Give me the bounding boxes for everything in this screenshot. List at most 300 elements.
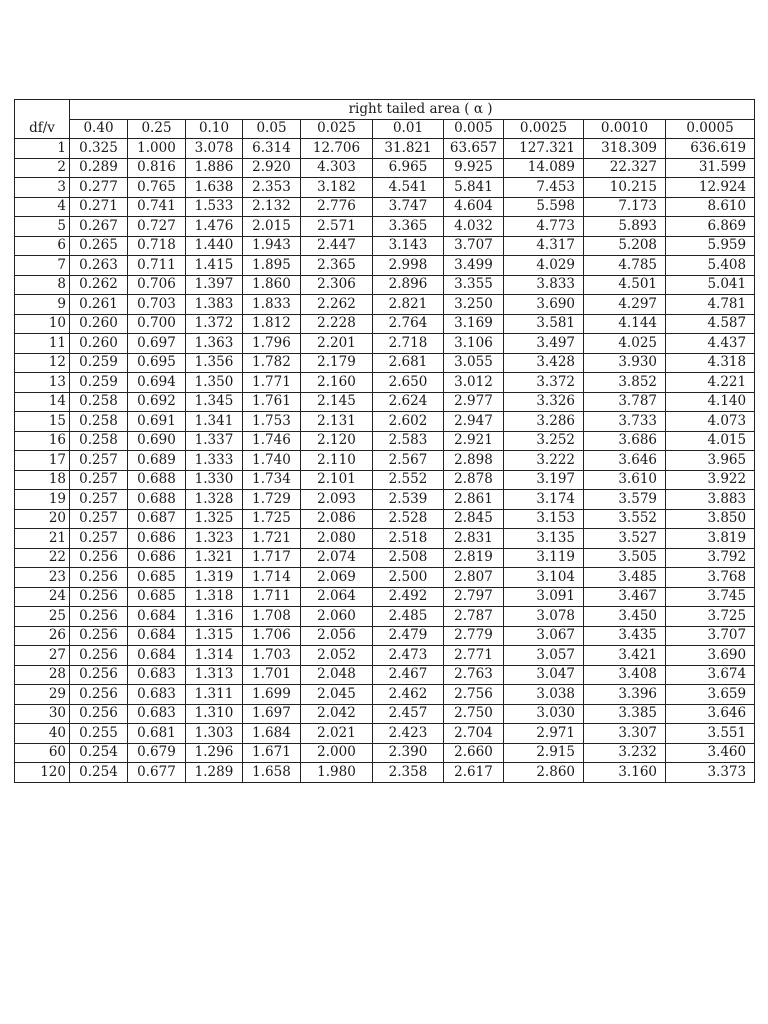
value-cell: 10.215 <box>584 178 666 198</box>
df-cell: 60 <box>15 743 70 763</box>
df-header: df/v <box>15 119 70 139</box>
value-cell: 3.707 <box>444 236 504 256</box>
value-cell: 4.303 <box>301 158 373 178</box>
table-row <box>15 685 755 705</box>
value-cell: 1.350 <box>186 373 243 393</box>
value-cell: 0.683 <box>128 704 186 724</box>
value-cell: 0.694 <box>128 373 186 393</box>
df-cell: 7 <box>15 256 70 276</box>
value-cell: 0.816 <box>128 158 186 178</box>
column-header-row <box>15 119 755 139</box>
value-cell: 3.385 <box>584 704 666 724</box>
value-cell: 0.685 <box>128 568 186 588</box>
corner-cell <box>15 100 70 120</box>
value-cell: 1.697 <box>243 704 301 724</box>
value-cell: 0.695 <box>128 353 186 373</box>
value-cell: 2.821 <box>373 295 444 315</box>
value-cell: 2.779 <box>444 626 504 646</box>
value-cell: 3.819 <box>666 529 755 549</box>
value-cell: 2.831 <box>444 529 504 549</box>
value-cell: 0.256 <box>70 646 128 666</box>
value-cell: 0.254 <box>70 743 128 763</box>
value-cell: 1.383 <box>186 295 243 315</box>
value-cell: 2.045 <box>301 685 373 705</box>
value-cell: 3.182 <box>301 178 373 198</box>
value-cell: 1.671 <box>243 743 301 763</box>
value-cell: 2.977 <box>444 392 504 412</box>
value-cell: 0.325 <box>70 139 128 159</box>
table-row <box>15 607 755 627</box>
table-row <box>15 295 755 315</box>
value-cell: 4.025 <box>584 334 666 354</box>
value-cell: 3.747 <box>373 197 444 217</box>
value-cell: 3.579 <box>584 490 666 510</box>
value-cell: 4.144 <box>584 314 666 334</box>
column-header: 0.0025 <box>504 119 584 139</box>
value-cell: 0.684 <box>128 626 186 646</box>
value-cell: 3.174 <box>504 490 584 510</box>
value-cell: 2.262 <box>301 295 373 315</box>
value-cell: 6.314 <box>243 139 301 159</box>
value-cell: 2.080 <box>301 529 373 549</box>
value-cell: 3.552 <box>584 509 666 529</box>
value-cell: 0.267 <box>70 217 128 237</box>
value-cell: 3.768 <box>666 568 755 588</box>
table-row <box>15 763 755 783</box>
value-cell: 2.845 <box>444 509 504 529</box>
value-cell: 0.686 <box>128 529 186 549</box>
column-header: 0.005 <box>444 119 504 139</box>
value-cell: 3.659 <box>666 685 755 705</box>
table-row <box>15 353 755 373</box>
value-cell: 0.265 <box>70 236 128 256</box>
value-cell: 4.541 <box>373 178 444 198</box>
value-cell: 12.706 <box>301 139 373 159</box>
df-cell: 13 <box>15 373 70 393</box>
value-cell: 3.787 <box>584 392 666 412</box>
value-cell: 0.685 <box>128 587 186 607</box>
value-cell: 2.947 <box>444 412 504 432</box>
value-cell: 0.687 <box>128 509 186 529</box>
value-cell: 2.000 <box>301 743 373 763</box>
df-cell: 120 <box>15 763 70 783</box>
value-cell: 3.012 <box>444 373 504 393</box>
value-cell: 2.898 <box>444 451 504 471</box>
value-cell: 4.015 <box>666 431 755 451</box>
value-cell: 2.819 <box>444 548 504 568</box>
value-cell: 3.252 <box>504 431 584 451</box>
df-cell: 12 <box>15 353 70 373</box>
value-cell: 0.256 <box>70 685 128 705</box>
value-cell: 2.915 <box>504 743 584 763</box>
value-cell: 1.319 <box>186 568 243 588</box>
value-cell: 2.306 <box>301 275 373 295</box>
value-cell: 1.440 <box>186 236 243 256</box>
value-cell: 3.169 <box>444 314 504 334</box>
value-cell: 3.852 <box>584 373 666 393</box>
value-cell: 2.776 <box>301 197 373 217</box>
value-cell: 2.353 <box>243 178 301 198</box>
df-cell: 40 <box>15 724 70 744</box>
value-cell: 3.922 <box>666 470 755 490</box>
value-cell: 3.135 <box>504 529 584 549</box>
value-cell: 0.257 <box>70 470 128 490</box>
value-cell: 2.602 <box>373 412 444 432</box>
df-cell: 15 <box>15 412 70 432</box>
table-row <box>15 665 755 685</box>
value-cell: 2.797 <box>444 587 504 607</box>
value-cell: 1.943 <box>243 236 301 256</box>
value-cell: 2.492 <box>373 587 444 607</box>
value-cell: 1.860 <box>243 275 301 295</box>
value-cell: 0.681 <box>128 724 186 744</box>
value-cell: 2.365 <box>301 256 373 276</box>
df-cell: 1 <box>15 139 70 159</box>
value-cell: 9.925 <box>444 158 504 178</box>
value-cell: 1.303 <box>186 724 243 744</box>
table-row <box>15 334 755 354</box>
table-row <box>15 392 755 412</box>
value-cell: 3.160 <box>584 763 666 783</box>
value-cell: 1.895 <box>243 256 301 276</box>
value-cell: 1.703 <box>243 646 301 666</box>
value-cell: 0.689 <box>128 451 186 471</box>
df-cell: 22 <box>15 548 70 568</box>
value-cell: 3.505 <box>584 548 666 568</box>
value-cell: 1.000 <box>128 139 186 159</box>
value-cell: 1.533 <box>186 197 243 217</box>
value-cell: 0.679 <box>128 743 186 763</box>
value-cell: 2.921 <box>444 431 504 451</box>
value-cell: 2.423 <box>373 724 444 744</box>
value-cell: 4.773 <box>504 217 584 237</box>
value-cell: 2.052 <box>301 646 373 666</box>
value-cell: 5.841 <box>444 178 504 198</box>
value-cell: 2.467 <box>373 665 444 685</box>
table-row <box>15 158 755 178</box>
value-cell: 2.650 <box>373 373 444 393</box>
value-cell: 7.173 <box>584 197 666 217</box>
value-cell: 3.030 <box>504 704 584 724</box>
value-cell: 6.965 <box>373 158 444 178</box>
value-cell: 31.599 <box>666 158 755 178</box>
value-cell: 4.297 <box>584 295 666 315</box>
df-cell: 19 <box>15 490 70 510</box>
value-cell: 3.690 <box>666 646 755 666</box>
value-cell: 2.878 <box>444 470 504 490</box>
df-cell: 10 <box>15 314 70 334</box>
column-header: 0.40 <box>70 119 128 139</box>
value-cell: 1.725 <box>243 509 301 529</box>
value-cell: 1.372 <box>186 314 243 334</box>
value-cell: 3.055 <box>444 353 504 373</box>
df-cell: 14 <box>15 392 70 412</box>
value-cell: 2.971 <box>504 724 584 744</box>
value-cell: 3.499 <box>444 256 504 276</box>
value-cell: 4.781 <box>666 295 755 315</box>
value-cell: 2.539 <box>373 490 444 510</box>
value-cell: 2.528 <box>373 509 444 529</box>
table-body <box>15 139 755 783</box>
value-cell: 2.120 <box>301 431 373 451</box>
value-cell: 4.032 <box>444 217 504 237</box>
value-cell: 3.485 <box>584 568 666 588</box>
value-cell: 1.699 <box>243 685 301 705</box>
value-cell: 0.257 <box>70 451 128 471</box>
value-cell: 0.256 <box>70 568 128 588</box>
value-cell: 0.261 <box>70 295 128 315</box>
df-cell: 11 <box>15 334 70 354</box>
value-cell: 3.143 <box>373 236 444 256</box>
value-cell: 5.893 <box>584 217 666 237</box>
value-cell: 1.796 <box>243 334 301 354</box>
value-cell: 2.508 <box>373 548 444 568</box>
value-cell: 3.883 <box>666 490 755 510</box>
df-cell: 2 <box>15 158 70 178</box>
value-cell: 3.690 <box>504 295 584 315</box>
value-cell: 1.316 <box>186 607 243 627</box>
value-cell: 0.688 <box>128 490 186 510</box>
value-cell: 0.741 <box>128 197 186 217</box>
df-cell: 3 <box>15 178 70 198</box>
value-cell: 2.567 <box>373 451 444 471</box>
value-cell: 0.259 <box>70 353 128 373</box>
column-header: 0.0005 <box>666 119 755 139</box>
value-cell: 22.327 <box>584 158 666 178</box>
value-cell: 4.318 <box>666 353 755 373</box>
value-cell: 1.708 <box>243 607 301 627</box>
table-row <box>15 587 755 607</box>
value-cell: 3.222 <box>504 451 584 471</box>
value-cell: 0.256 <box>70 626 128 646</box>
value-cell: 0.256 <box>70 587 128 607</box>
table-row <box>15 470 755 490</box>
table-row <box>15 548 755 568</box>
value-cell: 4.437 <box>666 334 755 354</box>
value-cell: 3.408 <box>584 665 666 685</box>
value-cell: 3.850 <box>666 509 755 529</box>
value-cell: 0.289 <box>70 158 128 178</box>
df-cell: 25 <box>15 607 70 627</box>
value-cell: 0.256 <box>70 548 128 568</box>
value-cell: 3.372 <box>504 373 584 393</box>
value-cell: 2.617 <box>444 763 504 783</box>
df-cell: 24 <box>15 587 70 607</box>
value-cell: 4.501 <box>584 275 666 295</box>
value-cell: 127.321 <box>504 139 584 159</box>
value-cell: 318.309 <box>584 139 666 159</box>
value-cell: 3.428 <box>504 353 584 373</box>
value-cell: 2.160 <box>301 373 373 393</box>
value-cell: 3.153 <box>504 509 584 529</box>
value-cell: 2.787 <box>444 607 504 627</box>
value-cell: 31.821 <box>373 139 444 159</box>
value-cell: 0.692 <box>128 392 186 412</box>
value-cell: 0.697 <box>128 334 186 354</box>
value-cell: 0.684 <box>128 607 186 627</box>
value-cell: 1.325 <box>186 509 243 529</box>
table-row <box>15 704 755 724</box>
value-cell: 2.447 <box>301 236 373 256</box>
value-cell: 3.745 <box>666 587 755 607</box>
value-cell: 2.021 <box>301 724 373 744</box>
value-cell: 2.756 <box>444 685 504 705</box>
value-cell: 2.763 <box>444 665 504 685</box>
value-cell: 0.691 <box>128 412 186 432</box>
df-cell: 17 <box>15 451 70 471</box>
value-cell: 0.257 <box>70 490 128 510</box>
value-cell: 3.396 <box>584 685 666 705</box>
df-cell: 16 <box>15 431 70 451</box>
value-cell: 1.356 <box>186 353 243 373</box>
value-cell: 3.373 <box>666 763 755 783</box>
value-cell: 0.257 <box>70 509 128 529</box>
value-cell: 3.307 <box>584 724 666 744</box>
value-cell: 2.660 <box>444 743 504 763</box>
value-cell: 1.330 <box>186 470 243 490</box>
table-header <box>15 100 755 139</box>
value-cell: 2.145 <box>301 392 373 412</box>
value-cell: 3.421 <box>584 646 666 666</box>
value-cell: 5.208 <box>584 236 666 256</box>
value-cell: 0.277 <box>70 178 128 198</box>
value-cell: 0.256 <box>70 607 128 627</box>
value-cell: 0.727 <box>128 217 186 237</box>
table-row <box>15 646 755 666</box>
value-cell: 2.552 <box>373 470 444 490</box>
df-cell: 26 <box>15 626 70 646</box>
column-header: 0.0010 <box>584 119 666 139</box>
value-cell: 0.255 <box>70 724 128 744</box>
value-cell: 5.959 <box>666 236 755 256</box>
value-cell: 1.711 <box>243 587 301 607</box>
value-cell: 3.197 <box>504 470 584 490</box>
column-header: 0.05 <box>243 119 301 139</box>
value-cell: 1.341 <box>186 412 243 432</box>
value-cell: 0.260 <box>70 314 128 334</box>
value-cell: 2.060 <box>301 607 373 627</box>
value-cell: 0.711 <box>128 256 186 276</box>
table-row <box>15 412 755 432</box>
value-cell: 1.701 <box>243 665 301 685</box>
right-tailed-area-header: right tailed area ( α ) <box>70 100 755 120</box>
table-row <box>15 724 755 744</box>
value-cell: 2.624 <box>373 392 444 412</box>
value-cell: 0.254 <box>70 763 128 783</box>
value-cell: 2.228 <box>301 314 373 334</box>
value-cell: 3.467 <box>584 587 666 607</box>
value-cell: 3.326 <box>504 392 584 412</box>
value-cell: 2.069 <box>301 568 373 588</box>
df-cell: 9 <box>15 295 70 315</box>
value-cell: 2.896 <box>373 275 444 295</box>
value-cell: 3.067 <box>504 626 584 646</box>
value-cell: 2.042 <box>301 704 373 724</box>
value-cell: 0.688 <box>128 470 186 490</box>
value-cell: 1.721 <box>243 529 301 549</box>
value-cell: 3.106 <box>444 334 504 354</box>
value-cell: 4.604 <box>444 197 504 217</box>
value-cell: 0.700 <box>128 314 186 334</box>
value-cell: 14.089 <box>504 158 584 178</box>
value-cell: 1.337 <box>186 431 243 451</box>
value-cell: 6.869 <box>666 217 755 237</box>
value-cell: 1.314 <box>186 646 243 666</box>
value-cell: 3.686 <box>584 431 666 451</box>
value-cell: 2.518 <box>373 529 444 549</box>
value-cell: 12.924 <box>666 178 755 198</box>
value-cell: 5.408 <box>666 256 755 276</box>
value-cell: 0.271 <box>70 197 128 217</box>
value-cell: 1.740 <box>243 451 301 471</box>
value-cell: 0.262 <box>70 275 128 295</box>
value-cell: 1.415 <box>186 256 243 276</box>
table-row <box>15 568 755 588</box>
table-row <box>15 314 755 334</box>
table-row <box>15 626 755 646</box>
value-cell: 3.497 <box>504 334 584 354</box>
value-cell: 0.677 <box>128 763 186 783</box>
value-cell: 3.355 <box>444 275 504 295</box>
value-cell: 3.450 <box>584 607 666 627</box>
value-cell: 1.761 <box>243 392 301 412</box>
value-cell: 1.714 <box>243 568 301 588</box>
value-cell: 0.686 <box>128 548 186 568</box>
value-cell: 2.681 <box>373 353 444 373</box>
value-cell: 2.015 <box>243 217 301 237</box>
value-cell: 2.074 <box>301 548 373 568</box>
table-row <box>15 509 755 529</box>
value-cell: 2.704 <box>444 724 504 744</box>
value-cell: 1.684 <box>243 724 301 744</box>
df-cell: 29 <box>15 685 70 705</box>
table-row <box>15 178 755 198</box>
df-cell: 6 <box>15 236 70 256</box>
value-cell: 1.318 <box>186 587 243 607</box>
value-cell: 3.527 <box>584 529 666 549</box>
value-cell: 1.313 <box>186 665 243 685</box>
value-cell: 3.610 <box>584 470 666 490</box>
value-cell: 1.753 <box>243 412 301 432</box>
value-cell: 3.250 <box>444 295 504 315</box>
value-cell: 2.571 <box>301 217 373 237</box>
value-cell: 0.259 <box>70 373 128 393</box>
value-cell: 2.086 <box>301 509 373 529</box>
value-cell: 0.683 <box>128 665 186 685</box>
value-cell: 636.619 <box>666 139 755 159</box>
value-cell: 4.029 <box>504 256 584 276</box>
value-cell: 1.717 <box>243 548 301 568</box>
value-cell: 1.333 <box>186 451 243 471</box>
value-cell: 5.598 <box>504 197 584 217</box>
value-cell: 2.485 <box>373 607 444 627</box>
value-cell: 3.078 <box>504 607 584 627</box>
value-cell: 0.258 <box>70 392 128 412</box>
value-cell: 3.707 <box>666 626 755 646</box>
value-cell: 3.646 <box>584 451 666 471</box>
table-row <box>15 451 755 471</box>
df-cell: 27 <box>15 646 70 666</box>
value-cell: 1.771 <box>243 373 301 393</box>
df-cell: 20 <box>15 509 70 529</box>
value-cell: 2.500 <box>373 568 444 588</box>
value-cell: 2.457 <box>373 704 444 724</box>
value-cell: 0.257 <box>70 529 128 549</box>
value-cell: 3.078 <box>186 139 243 159</box>
column-header: 0.025 <box>301 119 373 139</box>
value-cell: 2.048 <box>301 665 373 685</box>
value-cell: 0.683 <box>128 685 186 705</box>
